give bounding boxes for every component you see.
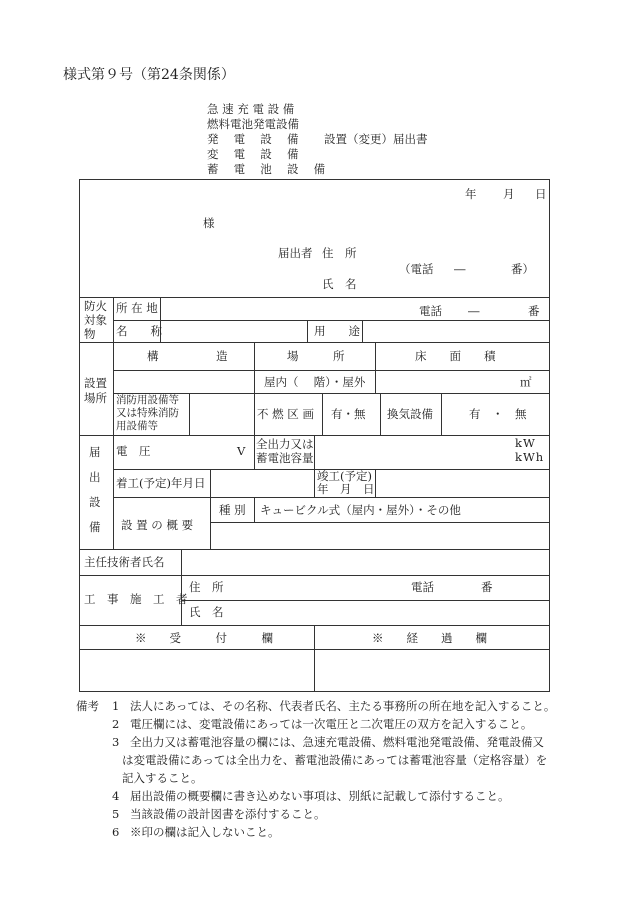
note-text: 届出設備の概要欄に書き込めない事項は、別紙に記載して添付すること。 (130, 789, 510, 803)
equipment-label: 届 出 設 備 (89, 445, 101, 534)
install-place-label: 設置 場所 (84, 376, 107, 405)
type-value: キュービクル式（屋内・屋外）・その他 (260, 503, 461, 517)
fire-object-name-label: 名 称 (116, 324, 162, 338)
note-text: ※印の欄は記入しないこと。 (130, 825, 280, 839)
contractor-phone-suffix: 番 (481, 580, 493, 594)
applicant-phone-open: （電話 (399, 262, 434, 276)
title-equipment-5: 蓄 電 池 設 備 (207, 162, 326, 176)
nonflammable-section-label: 不 燃 区 画 (257, 407, 314, 421)
form-table (79, 179, 550, 692)
start-date-label: 着工(予定)年月日 (116, 476, 206, 490)
finish-date-label: 竣工(予定) 年 月 日 (317, 469, 375, 496)
kw-unit: kW (515, 436, 536, 450)
note-text: 全出力又は蓄電池容量の欄には、急速充電設備、燃料電池発電設備、発電設備又 (130, 735, 544, 749)
fire-object-phone-suffix: 番 (528, 304, 540, 318)
note-number: 2 (112, 717, 120, 731)
overview-label: 設 置 の 概 要 (121, 518, 194, 532)
applicant-label: 届出者 (278, 246, 313, 260)
fire-object-use-label: 用 途 (314, 324, 360, 338)
fire-equipment-label: 消防用設備等 又は特殊消防 用設備等 (116, 394, 179, 432)
voltage-label: 電 圧 (116, 444, 151, 458)
voltage-unit: V (237, 444, 246, 458)
chief-engineer-label: 主任技術者氏名 (84, 555, 165, 569)
year-label: 年 (465, 187, 477, 201)
month-label: 月 (503, 187, 515, 201)
addressee-suffix: 様 (203, 216, 215, 230)
reception-column-header: ※ 受 付 欄 (135, 631, 273, 645)
indoor-outdoor-field: 屋内（ 階）・屋外 (264, 375, 366, 389)
note-text: 法人にあっては、その名称、代表者氏名、主たる事務所の所在地を記入すること。 (130, 699, 556, 713)
kwh-unit: kWh (515, 450, 545, 464)
fire-object-label: 防火 対象 物 (84, 299, 107, 341)
applicant-phone-dash: ― (454, 262, 466, 276)
note-text-cont: 記入すること。 (122, 771, 203, 785)
col-floor-area-header: 床 面 積 (415, 349, 496, 363)
note-number: 4 (112, 789, 120, 803)
title-equipment-1: 急 速 充 電 設 備 (207, 102, 295, 116)
ventilation-value: 有 ・ 無 (469, 407, 527, 421)
note-number: 3 (112, 735, 120, 749)
square-meter-unit: ㎡ (520, 375, 532, 389)
notes-label: 備考 (76, 699, 99, 713)
contractor-label: 工 事 施 工 者 (84, 592, 188, 606)
title-equipment-2: 燃料電池発電設備 (207, 117, 299, 131)
col-place-header: 場 所 (287, 349, 345, 363)
day-label: 日 (535, 187, 547, 201)
note-number: 5 (112, 807, 120, 821)
form-number: 様式第９号（第24条関係） (63, 67, 235, 83)
nonflammable-section-value: 有・無 (331, 407, 366, 421)
applicant-address-label: 住 所 (322, 246, 357, 260)
contractor-name-label: 氏 名 (189, 605, 224, 619)
fire-object-phone-dash: ― (468, 304, 480, 318)
note-text: 電圧欄には、変電設備にあっては一次電圧と二次電圧の双方を記入すること。 (130, 717, 533, 731)
note-number: 1 (112, 699, 120, 713)
contractor-phone-label: 電話 (411, 580, 434, 594)
title-suffix: 設置（変更）届出書 (324, 132, 428, 146)
title-equipment-3: 発 電 設 備 (207, 132, 299, 146)
progress-column-header: ※ 経 過 欄 (372, 631, 487, 645)
fire-object-phone-label: 電話 (419, 304, 442, 318)
output-capacity-label: 全出力又は 蓄電池容量 (256, 437, 314, 465)
title-equipment-4: 変 電 設 備 (207, 147, 299, 161)
note-text-cont: は変電設備にあっては全出力を、蓄電池設備にあっては蓄電池容量（定格容量）を (122, 753, 548, 767)
type-label: 種 別 (219, 503, 246, 517)
note-number: 6 (112, 825, 120, 839)
ventilation-label: 換気設備 (387, 407, 433, 421)
fire-object-location-label: 所 在 地 (116, 301, 158, 315)
applicant-phone-close: 番） (511, 262, 534, 276)
contractor-address-label: 住 所 (189, 580, 224, 594)
applicant-name-label: 氏 名 (322, 277, 357, 291)
col-structure-header: 構 造 (147, 349, 228, 363)
note-text: 当該設備の設計図書を添付すること。 (130, 807, 326, 821)
